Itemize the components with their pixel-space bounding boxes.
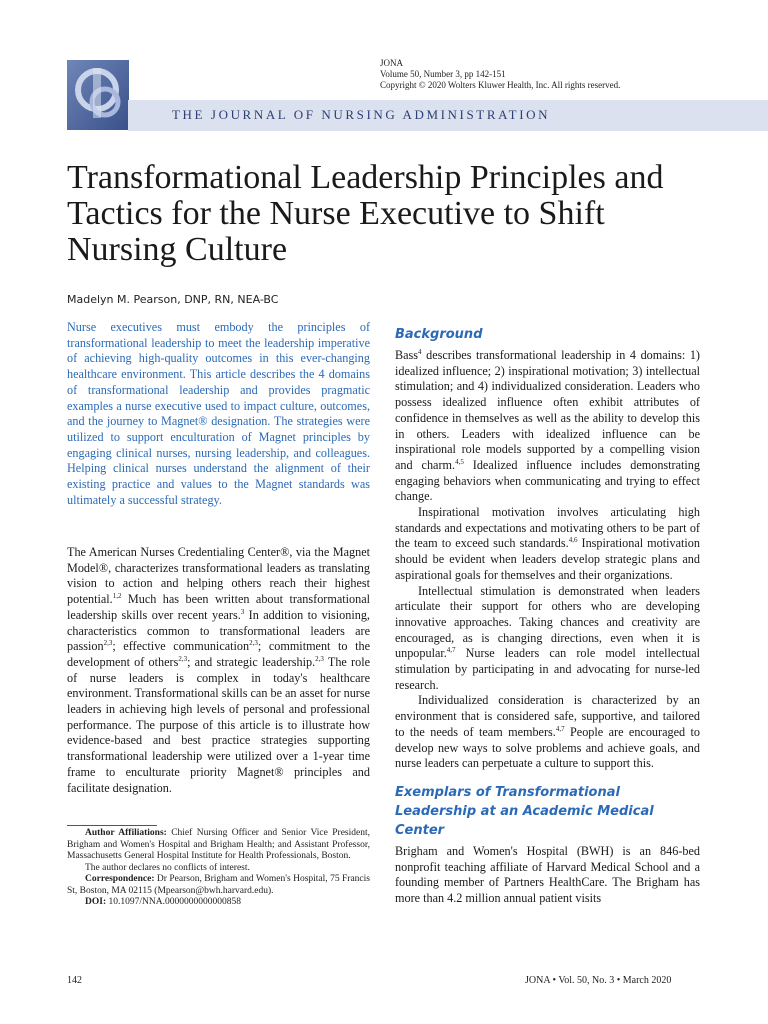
author-line: Madelyn M. Pearson, DNP, RN, NEA-BC — [67, 293, 279, 306]
bg-text: Inspirational motivation involves articulating high standards and expectations and motivating others to be part of the team to exceed such standards. — [395, 505, 700, 551]
affiliation-text: Chief Nursing Officer and Senior Vice President, Brigham and Women's Hospital and Brigham Health; and Assistant Professor, Massachusetts General Hospital Institute for Health Professionals, Boston. — [67, 828, 370, 861]
bg-text: Bass — [395, 348, 419, 362]
correspondence-label: Correspondence: — [85, 874, 155, 884]
background-paragraph-3 — [395, 584, 700, 694]
background-paragraph-2 — [395, 505, 700, 584]
bg-text: Idealized influence includes demonstrating engaging behaviors when communicating and trying to effect change. — [395, 457, 700, 504]
journal-volume: Volume 50, Number 3, pp 142-151 — [380, 69, 506, 79]
intro-text-g: The role of nurse leaders is complex in today's healthcare environment. Transformational skills can be an asset for nurse leaders in achieving high levels of personal and professional performance. The purpose of this article is to illustrate how evidence-based and best practice strategies supporting transformational leadership were utilized over a 1-year time frame to enculturate priority Magnet® principles and facilitate designation. — [67, 654, 370, 795]
journal-logo-icon — [67, 60, 129, 130]
correspondence-text: Dr Pearson, Brigham and Women's Hospital, 75 Francis St, Boston, MA 02115 (Mpearson@bwh.harvard.edu). — [67, 874, 370, 896]
journal-logo — [67, 60, 129, 130]
footer-citation: JONA • Vol. 50, No. 3 • March 2020 — [525, 975, 672, 986]
abstract-text: Nurse executives must embody the principles of transformational leadership to meet the leadership imperative of achieving high-quality outcomes in this ever-changing healthcare environment. This article describes the 4 domains of transformational leadership and provides pragmatic examples a nurse executive used to impact culture, outcomes, and the journey to Magnet® designation. The strategies were utilized to support enculturation of Magnet principles by engaging clinical nurses, nursing leadership, and colleagues. Helping clinical nurses understand the alignment of their existing practice and values to the Magnet standards was ultimately a successful strategy. — [67, 320, 370, 507]
affiliation-label: Author Affiliations: — [85, 828, 167, 838]
doi-link[interactable]: 10.1097/NNA.0000000000000858 — [106, 897, 241, 907]
citation-ref: 4,6 — [568, 536, 578, 545]
background-paragraph-1 — [395, 348, 700, 505]
journal-meta — [380, 58, 620, 91]
intro-text-d: ; effective communication — [112, 639, 250, 654]
citation-ref: 1,2 — [112, 592, 122, 601]
bg-text: People are encouraged to develop new ways to solve problems and achieve goals, and nurse leaders can perpetuate a culture to support this. — [395, 724, 700, 771]
citation-ref: 4 — [418, 347, 422, 356]
citation-ref: 2,3 — [178, 654, 188, 663]
doi-paragraph — [67, 897, 370, 909]
intro-section — [67, 545, 370, 796]
bg-text: describes transformational leadership in 4 domains: 1) idealized influence; 2) inspirational motivation; 3) intellectual stimulation; and 4) individualized consideration. Leaders who possess idealized influence often exhibit attributes of confidence in themselves as well as the ability to develop this in others. Leaders with idealized influence can be inspirational role models supported by a compelling vision and charm. — [395, 348, 700, 472]
right-column — [395, 325, 700, 907]
citation-ref: 4,7 — [555, 724, 565, 733]
intro-text-f: ; and strategic leadership. — [187, 654, 316, 669]
background-paragraph-4 — [395, 693, 700, 772]
citation-ref: 4,5 — [455, 457, 464, 466]
page-number: 142 — [67, 975, 82, 986]
citation-ref: 2,3 — [249, 639, 258, 648]
citation-ref: 4,7 — [446, 646, 456, 655]
copyright: Copyright © 2020 Wolters Kluwer Health, Inc. All rights reserved. — [380, 80, 621, 90]
journal-banner — [128, 100, 768, 131]
exemplars-heading: Exemplars of Transformational Leadership at an Academic Medical Center — [395, 784, 654, 838]
affiliation-paragraph — [67, 828, 370, 863]
exemplars-paragraph: Brigham and Women's Hospital (BWH) is an 846-bed nonprofit teaching affiliate of Harvard Medical School and a founding member of Partners HealthCare. The Brigham has more than 4.2 million annual patient visits — [395, 843, 700, 906]
bg-text: Inspirational motivation should be evident when leaders develop strategic plans and aspirational goals for themselves and their organizations. — [395, 536, 700, 582]
abstract — [67, 320, 370, 508]
citation-ref: 2,3 — [315, 654, 324, 663]
citation-ref: 2,3 — [103, 639, 113, 648]
bg-text: Nurse leaders can role model intellectual stimulation by participating in and advocating for nurse-led research. — [395, 646, 700, 692]
citation-ref: 3 — [240, 607, 245, 616]
author-affiliations — [67, 828, 370, 909]
article-title: Transformational Leadership Principles and Tactics for the Nurse Executive to Shift Nursing Culture — [67, 159, 664, 268]
journal-name: THE JOURNAL OF NURSING ADMINISTRATION — [172, 107, 551, 122]
journal-abbrev: JONA — [380, 58, 404, 68]
bg-text: Individualized consideration is characterized by an environment that is considered safe, supportive, and tailored to the needs of team members. — [395, 693, 700, 739]
intro-text-a: The American Nurses Credentialing Center®, via the Magnet Model®, characterizes transformational leaders as translating vision to action and helping others reach their highest potential. — [67, 545, 370, 607]
footnote-rule — [67, 825, 157, 826]
doi-label: DOI: — [85, 897, 107, 907]
intro-text-b: Much has been written about transformational leadership skills over recent years. — [67, 592, 370, 622]
intro-paragraph — [67, 545, 370, 796]
intro-text-c: In addition to visioning, characteristics common to transformational leaders are passion — [67, 607, 370, 654]
intro-text-e: ; commitment to the development of others — [67, 639, 370, 669]
correspondence-paragraph — [67, 874, 370, 897]
conflicts-statement: The author declares no conflicts of interest. — [85, 862, 250, 873]
background-heading: Background — [395, 327, 483, 342]
bg-text: Intellectual stimulation is demonstrated when leaders articulate their support for others who are developing innovative approaches. Taking chances and creativity are encouraged, as is changing directions, even when it is unpopular. — [395, 583, 700, 661]
